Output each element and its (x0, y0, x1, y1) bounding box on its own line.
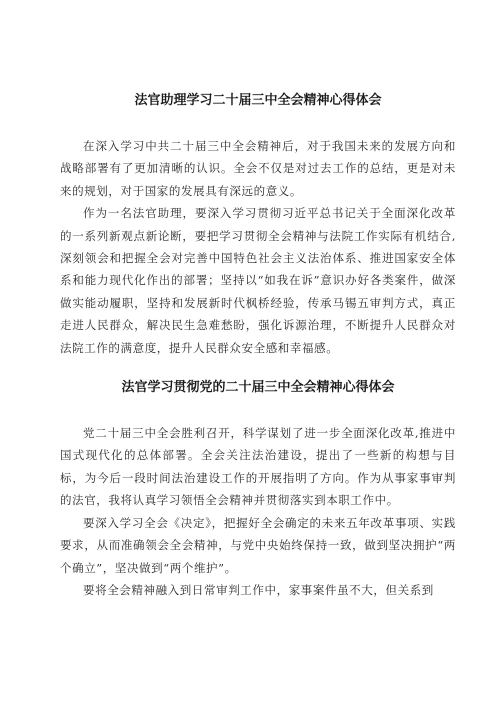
section-1-paragraph-1: 在深入学习中共二十届三中全会精神后，对于我国未来的发展方向和战略部署有了更加清晰的认识。全会不仅是对过去工作的总结，更是对未来的规划，对于国家的发展具有深远的意义。 (60, 139, 456, 198)
section-2-title: 法官学习贯彻党的二十届三中全会精神心得体会 (121, 380, 395, 396)
section-2 (60, 379, 456, 601)
section-2-paragraph-2: 要深入学习全会《决定》，把握好全会确定的未来五年改革事项、实践要求，从而准确领会全会精神，与党中央始终保持一致，做到坚决拥护“两个确立”，坚决做到“两个维护”。 (60, 515, 456, 575)
section-2-paragraph-1: 党二十届三中全会胜利召开，科学谋划了进一步全面深化改革,推进中国式现代化的总体部署。全会关注法治建设，提出了一些新的构想与目标，为今后一段时间法治建设工作的开展指明了方向。作为从事家事审判的法官，我将认真学习领悟全会精神并贯彻落实到本职工作中。 (60, 426, 456, 508)
section-2-paragraph-3: 要将全会精神融入到日常审判工作中，家事案件虽不大，但关系到 (83, 582, 434, 597)
section-1-paragraph-2: 作为一名法官助理，要深入学习贯彻习近平总书记关于全面深化改革的一系列新观点新论断，要把学习贯彻全会精神与法院工作实际有机结合,深刻领会和把握全会对完善中国特色社会主义法治体系、推进国家安全体系和能力现代化作出的部署；坚持以“如我在诉”意识办好各类案件，做深做实能动履职，坚持和发展新时代枫桥经验，传承马锡五审判方式，真正走进人民群众，解决民生急难愁盼，强化诉源治理，不断提升人民群众对法院工作的满意度，提升人民群众安全感和幸福感。 (60, 206, 456, 355)
section-1-title: 法官助理学习二十届三中全会精神心得体会 (134, 93, 382, 108)
section-1 (60, 92, 456, 359)
